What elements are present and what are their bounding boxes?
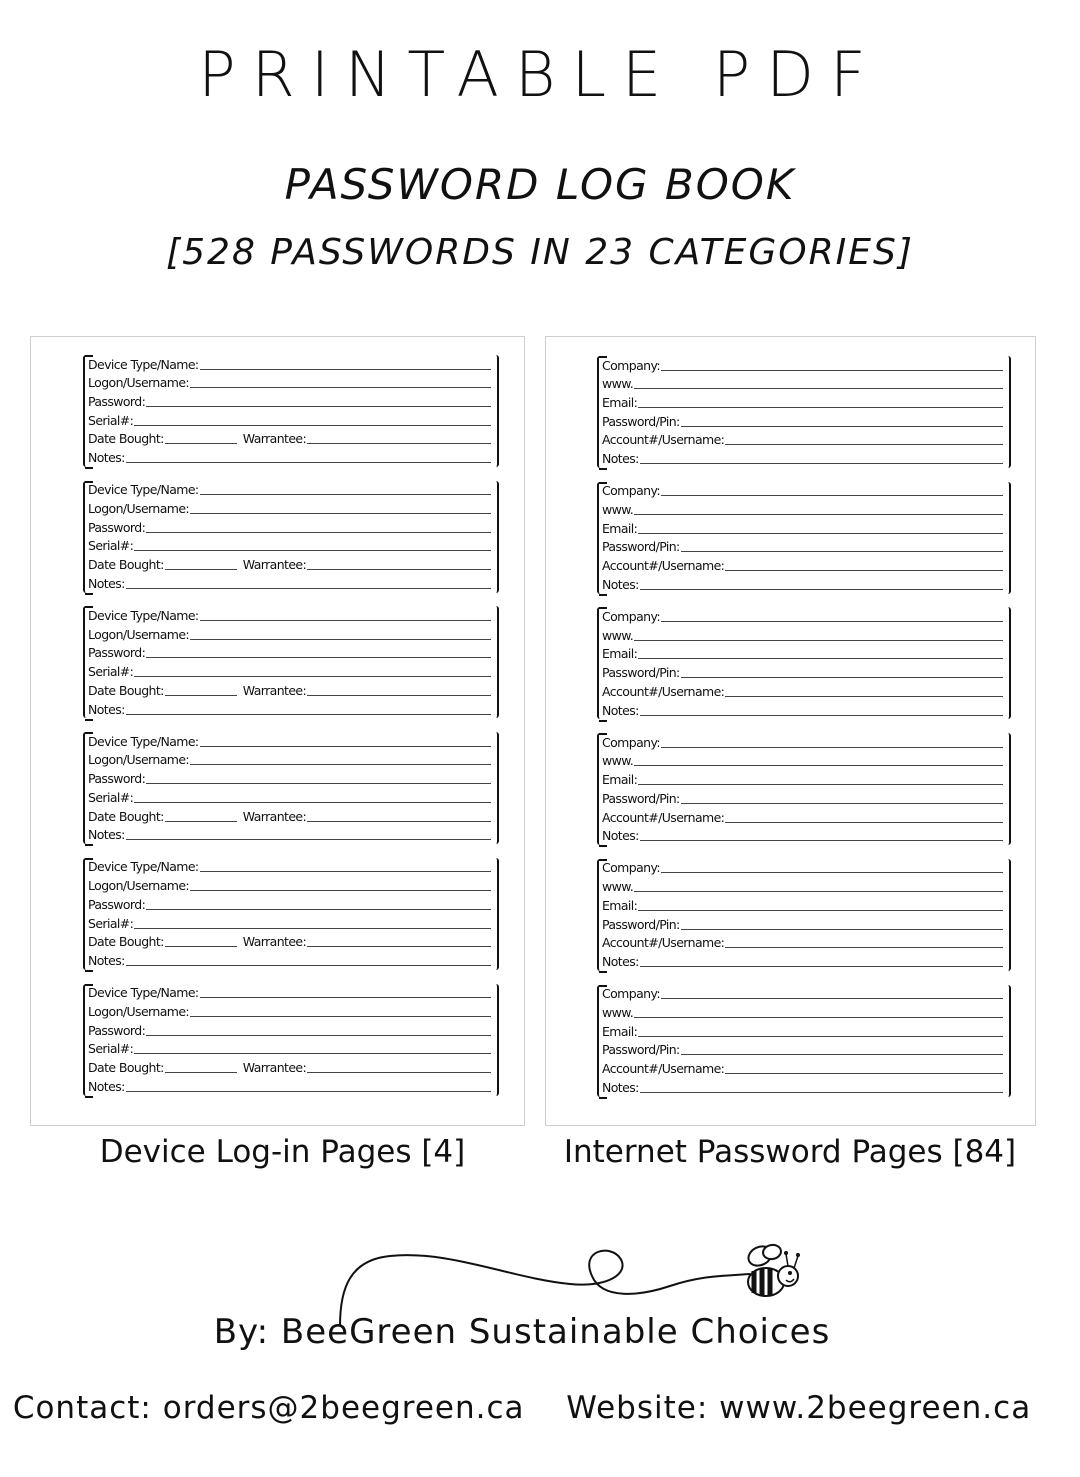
serial-field-label: Serial#: [88,915,134,931]
email-field-label: Email: [602,1023,638,1039]
account-username-field [599,808,1009,827]
logon-username-field [85,1002,497,1021]
logon-username-field-blank[interactable] [190,386,491,388]
logon-username-field-label: Logon/Username: [88,375,190,391]
device-type-field-label: Device Type/Name: [88,733,199,749]
notes-field [85,1077,497,1096]
email-field-label: Email: [602,520,638,536]
password-pin-field-label: Password/Pin: [602,665,680,681]
email-field-blank[interactable] [638,909,1003,911]
logon-username-field-label: Logon/Username: [88,1003,190,1019]
device-type-field [85,481,497,500]
contact-line [0,1390,1044,1426]
date-bought-field-label: Date Bought: [88,431,164,447]
company-field-blank[interactable] [661,871,1003,873]
password-pin-field-blank[interactable] [681,425,1003,427]
notes-field [85,826,497,845]
company-field-label: Company: [602,357,660,373]
internet-entry-box [597,733,1011,845]
page-subtitle: PASSWORD LOG BOOK [284,160,796,209]
logon-username-field-blank[interactable] [190,638,491,640]
serial-field [85,1040,497,1059]
password-field [85,644,497,663]
website-field [599,626,1009,645]
notes-field-blank[interactable] [640,1091,1003,1093]
password-field-blank[interactable] [146,782,491,784]
password-pin-field [599,538,1009,557]
device-type-field-blank[interactable] [200,870,491,872]
password-field-blank[interactable] [146,656,491,658]
password-pin-field-label: Password/Pin: [602,1042,680,1058]
website-field [599,877,1009,896]
account-username-field-blank[interactable] [725,569,1003,571]
internet-entry-box [597,859,1011,971]
internet-entry-box [597,356,1011,468]
notes-field-blank[interactable] [126,838,491,840]
password-field-blank[interactable] [146,531,491,533]
company-field-label: Company: [602,483,660,499]
notes-field-label: Notes: [88,450,125,466]
notes-field-label: Notes: [88,827,125,843]
notes-field-blank[interactable] [640,839,1003,841]
device-entry-box [83,732,499,844]
notes-field-blank[interactable] [640,965,1003,967]
notes-field-label: Notes: [88,1078,125,1094]
password-field-blank[interactable] [146,908,491,910]
date-bought-blank[interactable] [165,568,237,570]
date-bought-field [85,807,497,826]
date-bought-field-label: Date Bought: [88,682,164,698]
device-type-field-label: Device Type/Name: [88,356,199,372]
serial-field-label: Serial#: [88,412,134,428]
website-field-blank[interactable] [634,387,1003,389]
device-type-field-label: Device Type/Name: [88,859,199,875]
email-field [599,519,1009,538]
account-username-field [599,934,1009,953]
password-pin-field-blank[interactable] [681,1053,1003,1055]
notes-field-blank[interactable] [126,1090,491,1092]
notes-field-blank[interactable] [126,587,491,589]
company-field-label: Company: [602,860,660,876]
notes-field [85,951,497,970]
device-type-field-blank[interactable] [200,619,491,621]
device-type-field [85,355,497,374]
account-username-field [599,431,1009,450]
notes-field [599,952,1009,971]
internet-entry-box [597,607,1011,719]
internet-entry-box [597,985,1011,1097]
warrantee-label: Warrantee: [242,557,307,573]
serial-field-label: Serial#: [88,538,134,554]
warrantee-label: Warrantee: [242,431,307,447]
logon-username-field [85,374,497,393]
password-field-blank[interactable] [146,1034,491,1036]
email-field-blank[interactable] [638,783,1003,785]
account-username-field [599,1059,1009,1078]
website-field-label: www. [602,879,634,895]
serial-field-label: Serial#: [88,789,134,805]
account-username-field-label: Account#/Username: [602,558,725,574]
password-field-label: Password: [88,896,146,912]
date-bought-field [85,933,497,952]
password-pin-field-label: Password/Pin: [602,790,680,806]
notes-field-label: Notes: [602,702,639,718]
email-field [599,1022,1009,1041]
account-username-field [599,556,1009,575]
company-field [599,482,1009,501]
internet-entry-box [597,482,1011,594]
password-pin-field [599,1041,1009,1060]
account-username-field-label: Account#/Username: [602,935,725,951]
account-username-field [599,682,1009,701]
device-type-field-blank[interactable] [200,745,491,747]
account-username-field-blank[interactable] [725,695,1003,697]
device-type-field-blank[interactable] [200,996,491,998]
device-type-field-blank[interactable] [200,493,491,495]
logon-username-field-label: Logon/Username: [88,752,190,768]
password-pin-field [599,663,1009,682]
company-field [599,733,1009,752]
email-field-label: Email: [602,395,638,411]
password-field [85,895,497,914]
notes-field-label: Notes: [602,1079,639,1095]
company-field [599,607,1009,626]
internet-pages-caption: Internet Password Pages [84] [563,1134,1017,1170]
website-link[interactable]: www.2beegreen.ca [719,1390,1032,1426]
serial-field [85,537,497,556]
page-title: PRINTABLE PDF [198,38,882,111]
password-field [85,1021,497,1040]
serial-field [85,914,497,933]
email-field [599,393,1009,412]
password-pin-field-blank[interactable] [681,802,1003,804]
notes-field [85,700,497,719]
password-pin-field [599,412,1009,431]
website-field-label: www. [602,753,634,769]
company-field-label: Company: [602,609,660,625]
website-field-blank[interactable] [634,764,1003,766]
email-field-label: Email: [602,772,638,788]
account-username-field-label: Account#/Username: [602,1060,725,1076]
logon-username-field [85,625,497,644]
device-type-field [85,732,497,751]
serial-field [85,788,497,807]
date-bought-field-blank[interactable] [307,694,491,696]
email-field-label: Email: [602,646,638,662]
password-field [85,392,497,411]
date-bought-blank[interactable] [165,945,237,947]
notes-field-label: Notes: [602,451,639,467]
password-pin-field [599,915,1009,934]
device-type-field [85,858,497,877]
account-username-field-label: Account#/Username: [602,683,725,699]
account-username-field-blank[interactable] [725,821,1003,823]
company-field-blank[interactable] [661,494,1003,496]
device-entry-box [83,606,499,718]
website-label: Website: [566,1390,709,1426]
date-bought-field [85,681,497,700]
password-pin-field-blank[interactable] [681,928,1003,930]
company-field [599,985,1009,1004]
device-entry-box [83,481,499,593]
serial-field-blank[interactable] [134,675,491,677]
account-username-field-blank[interactable] [725,443,1003,445]
date-bought-blank[interactable] [165,1071,237,1073]
logon-username-field-label: Logon/Username: [88,878,190,894]
password-field-label: Password: [88,1022,146,1038]
serial-field-blank[interactable] [134,1052,491,1054]
contact-email-link[interactable]: orders@2beegreen.ca [162,1390,525,1426]
date-bought-field-blank[interactable] [307,820,491,822]
email-field-blank[interactable] [638,406,1003,408]
device-type-field [85,606,497,625]
notes-field [599,449,1009,468]
email-field-label: Email: [602,897,638,913]
website-field [599,375,1009,394]
account-username-field-blank[interactable] [725,946,1003,948]
warrantee-label: Warrantee: [242,682,307,698]
device-entry-box [83,984,499,1096]
email-field-blank[interactable] [638,657,1003,659]
notes-field [85,574,497,593]
date-bought-blank[interactable] [165,694,237,696]
password-field-label: Password: [88,645,146,661]
device-entry-box [83,858,499,970]
date-bought-field [85,555,497,574]
notes-field [599,827,1009,846]
serial-field-blank[interactable] [134,424,491,426]
notes-field-label: Notes: [602,576,639,592]
password-pin-field [599,789,1009,808]
logon-username-field [85,751,497,770]
serial-field [85,662,497,681]
company-field-label: Company: [602,734,660,750]
password-field [85,769,497,788]
notes-field-label: Notes: [602,828,639,844]
email-field-blank[interactable] [638,532,1003,534]
notes-field-blank[interactable] [640,588,1003,590]
website-field [599,500,1009,519]
website-field-label: www. [602,502,634,518]
password-field-label: Password: [88,771,146,787]
date-bought-field-blank[interactable] [307,442,491,444]
date-bought-field-label: Date Bought: [88,808,164,824]
serial-field-label: Serial#: [88,664,134,680]
website-field-label: www. [602,1004,634,1020]
website-field [599,752,1009,771]
logon-username-field [85,499,497,518]
notes-field [85,448,497,467]
email-field [599,645,1009,664]
company-field [599,356,1009,375]
account-username-field-label: Account#/Username: [602,432,725,448]
email-field-blank[interactable] [638,1035,1003,1037]
password-field-label: Password: [88,394,146,410]
logon-username-field-blank[interactable] [190,889,491,891]
notes-field-label: Notes: [88,701,125,717]
website-field-label: www. [602,376,634,392]
date-bought-field-label: Date Bought: [88,1059,164,1075]
warrantee-label: Warrantee: [242,934,307,950]
date-bought-field [85,1058,497,1077]
serial-field-blank[interactable] [134,549,491,551]
notes-field-label: Notes: [602,953,639,969]
device-type-field-label: Device Type/Name: [88,482,199,498]
website-field-blank[interactable] [634,513,1003,515]
password-pin-field-blank[interactable] [681,550,1003,552]
date-bought-field-blank[interactable] [307,945,491,947]
notes-field-blank[interactable] [640,462,1003,464]
page-subtitle-count: [528 PASSWORDS IN 23 CATEGORIES] [166,232,914,273]
logon-username-field [85,876,497,895]
company-field-blank[interactable] [661,746,1003,748]
warrantee-label: Warrantee: [242,808,307,824]
device-type-field [85,984,497,1003]
bee-icon [745,1243,800,1296]
contact-label: Contact: [12,1390,152,1426]
warrantee-label: Warrantee: [242,1059,307,1075]
website-field-blank[interactable] [634,639,1003,641]
notes-field-label: Notes: [88,952,125,968]
serial-field-label: Serial#: [88,1041,134,1057]
date-bought-field-blank[interactable] [307,1071,491,1073]
serial-field-blank[interactable] [134,927,491,929]
device-type-field-label: Device Type/Name: [88,608,199,624]
password-field-label: Password: [88,519,146,535]
company-field [599,859,1009,878]
device-type-field-blank[interactable] [200,368,491,370]
device-type-field-label: Device Type/Name: [88,985,199,1001]
account-username-field-blank[interactable] [725,1072,1003,1074]
serial-field [85,411,497,430]
date-bought-field-label: Date Bought: [88,934,164,950]
internet-password-page-preview [545,336,1036,1126]
password-field-blank[interactable] [146,405,491,407]
serial-field-blank[interactable] [134,801,491,803]
notes-field-label: Notes: [88,575,125,591]
logon-username-field-label: Logon/Username: [88,626,190,642]
company-field-blank[interactable] [661,620,1003,622]
email-field [599,770,1009,789]
date-bought-blank[interactable] [165,820,237,822]
notes-field [599,1078,1009,1097]
website-field [599,1003,1009,1022]
date-bought-blank[interactable] [165,442,237,444]
company-field-blank[interactable] [661,997,1003,999]
logon-username-field-label: Logon/Username: [88,501,190,517]
company-field-label: Company: [602,986,660,1002]
website-field-label: www. [602,627,634,643]
date-bought-field-label: Date Bought: [88,557,164,573]
logon-username-field-blank[interactable] [190,1015,491,1017]
notes-field-blank[interactable] [126,713,491,715]
notes-field-blank[interactable] [640,714,1003,716]
device-login-page-preview [30,336,525,1126]
device-entry-box [83,355,499,467]
device-pages-caption: Device Log-in Pages [4] [99,1134,466,1170]
website-field-blank[interactable] [634,890,1003,892]
date-bought-field-blank[interactable] [307,568,491,570]
date-bought-field [85,430,497,449]
byline: By: BeeGreen Sustainable Choices [213,1312,831,1352]
email-field [599,896,1009,915]
notes-field-blank[interactable] [126,964,491,966]
password-pin-field-label: Password/Pin: [602,413,680,429]
password-pin-field-label: Password/Pin: [602,539,680,555]
website-field-blank[interactable] [634,1016,1003,1018]
account-username-field-label: Account#/Username: [602,809,725,825]
company-field-blank[interactable] [661,369,1003,371]
password-pin-field-label: Password/Pin: [602,916,680,932]
notes-field [599,575,1009,594]
notes-field [599,701,1009,720]
notes-field-blank[interactable] [126,461,491,463]
logon-username-field-blank[interactable] [190,763,491,765]
password-pin-field-blank[interactable] [681,676,1003,678]
logon-username-field-blank[interactable] [190,512,491,514]
password-field [85,518,497,537]
